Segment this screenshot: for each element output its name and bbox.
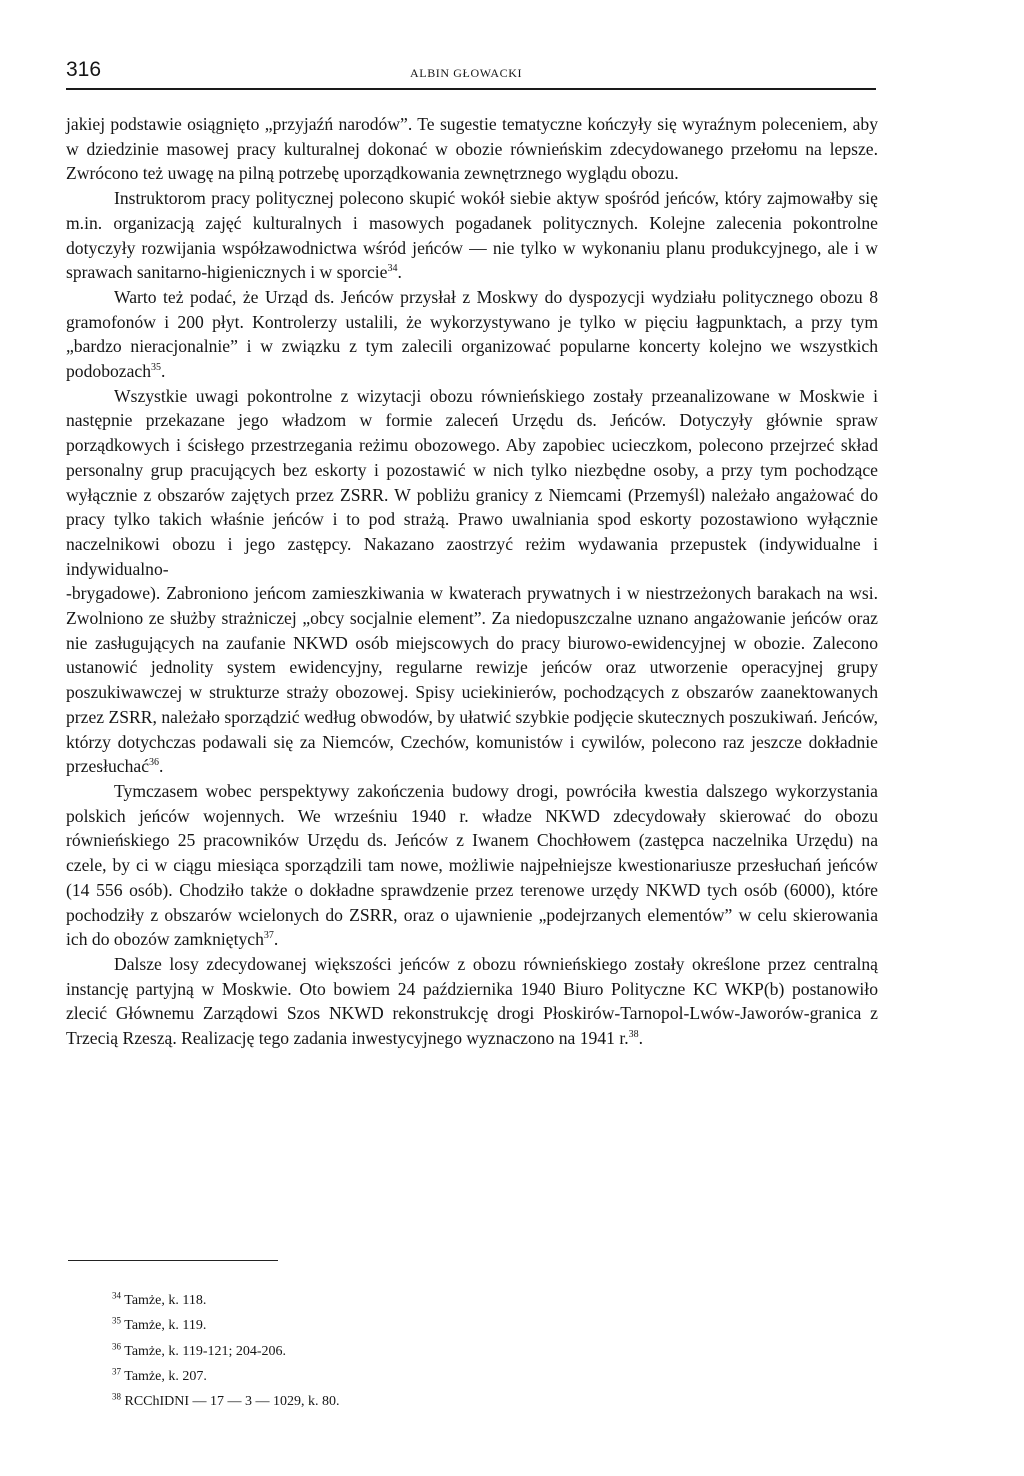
footnote-ref-34: 34 [387, 263, 398, 275]
body-text [66, 112, 878, 1051]
footnote-38: $^{38}$ RCChIDNI — 17 — 3 — 1029, k. 80. [112, 1391, 340, 1410]
footnote-36: $^{36}$ Tamże, k. 119-121; 204-206. [112, 1340, 287, 1359]
paragraph-4: Wszystkie uwagi pokontrolne z wizytacji obozu równieńskiego zostały przeanalizowane w Moskwie i następnie przekazane jego władzom w formie zaleceń Urzędu ds. Jeńców. Dotyczyły głównie spraw porządkowych i ścisłego przestrzegania reżimu obozowego. Aby zapobiec ucieczkom, polecono przejrzeć skład personalny grup pracujących bez eskorty i pozostawić w nich tylko niezbędne osoby, a przy tym pochodzące wyłącznie z obszarów zajętych przez ZSRR. W pobliżu granicy z Niemcami (Przemyśl) należało angażować do pracy tylko takich właśnie jeńców i to pod strażą. Prawo uwalniania spod eskorty pozostawiono wyłącznie naczelnikowi obozu i jego zastępcy. Nakazano zaostrzyć reżim wydawania przepustek (indywidualne i indywidualno- [66, 385, 878, 579]
paragraph-6: Dalsze losy zdecydowanej większości jeńców z obozu równieńskiego zostały określone przez centralną instancję partyjną w Moskwie. Oto bowiem 24 października 1940 Biuro Polityczne KC WKP(b) postanowiło zlecić Głównemu Zarządowi Szos NKWD rekonstrukcję drogi Płoskirów-Tarnopol-Lwów-Jaworów-granica z Trzecią Rzeszą. Realizację tego zadania inwestycyjnego wyznaczono na 1941 r.$^{38}$. [66, 953, 878, 1049]
footnote-34: $^{34}$ Tamże, k. 118. [112, 1290, 207, 1308]
footnote-37: $^{37}$ Tamże, k. 207. [112, 1366, 207, 1384]
page-header [66, 58, 876, 92]
footnote-ref-36: 36 [149, 757, 160, 769]
paragraph-2: Instruktorom pracy politycznej polecono skupić wokół siebie aktyw spośród jeńców, który zajmowałby się m.in. organizacją zajęć kulturalnych i masowych pogadanek politycznych. Kolejne zalecenia pokontrolne dotyczyły rozwijania współzawodnictwa wśród jeńców — nie tylko w wykonaniu planu produkcyjnego, ale i w sprawach sanitarno-higienicznych i w sporcie$^{34}$. [66, 188, 878, 283]
paragraph-4-continued: -brygadowe). Zabroniono jeńcom zamieszkiwania w kwaterach prywatnych i w niestrzeżonych barakach na wsi. Zwolniono ze służby strażniczej „obcy socjalnie element”. Za niedopuszczalne uznano angażowanie jeńców oraz nie zasługujących na zaufanie NKWD osób miejscowych do pracy biurowo-ewidencyjnej w obozie. Zalecono ustanowić jednolity system ewidencyjny, regularne rewizje jeńców oraz utworzenie operacyjnej grupy poszukiwawczej w strukturze straży obozowej. Spisy uciekinierów, pochodzących z obszarów zaanektowanych przez ZSRR, należało sporządzić według obwodów, by ułatwić szybkie podjęcie skutecznych poszukiwań. Jeńców, którzy dotychczas podawali się za Niemców, Czechów, komunistów i cywilów, polecono raz jeszcze dokładnie przesłuchać$^{36}$. [66, 583, 878, 777]
paragraph-1: jakiej podstawie osiągnięto „przyjaźń narodów”. Te sugestie tematyczne kończyły się wyraźnym poleceniem, aby w dziedzinie masowej pracy kulturalnej dokonać w obozie równieńskim zdecydowanego przełomu na lepsze. Zwrócono też uwagę na pilną potrzebę uporządkowania zewnętrznego wyglądu obozu. [66, 114, 878, 184]
page-number: 316 [66, 58, 102, 81]
paragraph-5: Tymczasem wobec perspektywy zakończenia budowy drogi, powróciła kwestia dalszego wykorzystania polskich jeńców wojennych. We wrześniu 1940 r. władze NKWD zdecydowały skierować do obozu równieńskiego 25 pracowników Urzędu ds. Jeńców z Iwanem Chochłowem (zastępca naczelnika Urzędu) na czele, by ci w ciągu miesiąca sporządzili tam nowe, możliwie najpełniejsze kwestionariusze przesłuchań jeńców (14 556 osób). Chodziło także o dokładne sprawdzenie przez terenowe urzędy NKWD tych osób (6000), które pochodziły z obszarów wcielonych do ZSRR, oraz o ujawnienie „podejrzanych elementów” w celu skierowania ich do obozów zamkniętych$^{37}$. [66, 780, 878, 950]
footnote-rule [68, 1260, 278, 1261]
footnote-35: $^{35}$ Tamże, k. 119. [112, 1315, 207, 1334]
paragraph-3: Warto też podać, że Urząd ds. Jeńców przysłał z Moskwy do dyspozycji wydziału politycznego obozu 8 gramofonów i 200 płyt. Kontrolerzy ustalili, że wykorzystywano je tylko w pięciu łagpunktach, a przy tym „bardzo nieracjonalnie” i w związku z tym zalecili organizować popularne koncerty kolejno we wszystkich podobozach$^{35}$. [66, 286, 878, 382]
footnote-ref-38: 38 [628, 1029, 639, 1041]
header-rule [66, 88, 876, 90]
footnote-ref-37: 37 [263, 930, 274, 942]
footnotes [112, 1288, 612, 1414]
running-head: ALBIN GŁOWACKI [410, 66, 523, 80]
footnote-ref-35: 35 [151, 362, 162, 374]
